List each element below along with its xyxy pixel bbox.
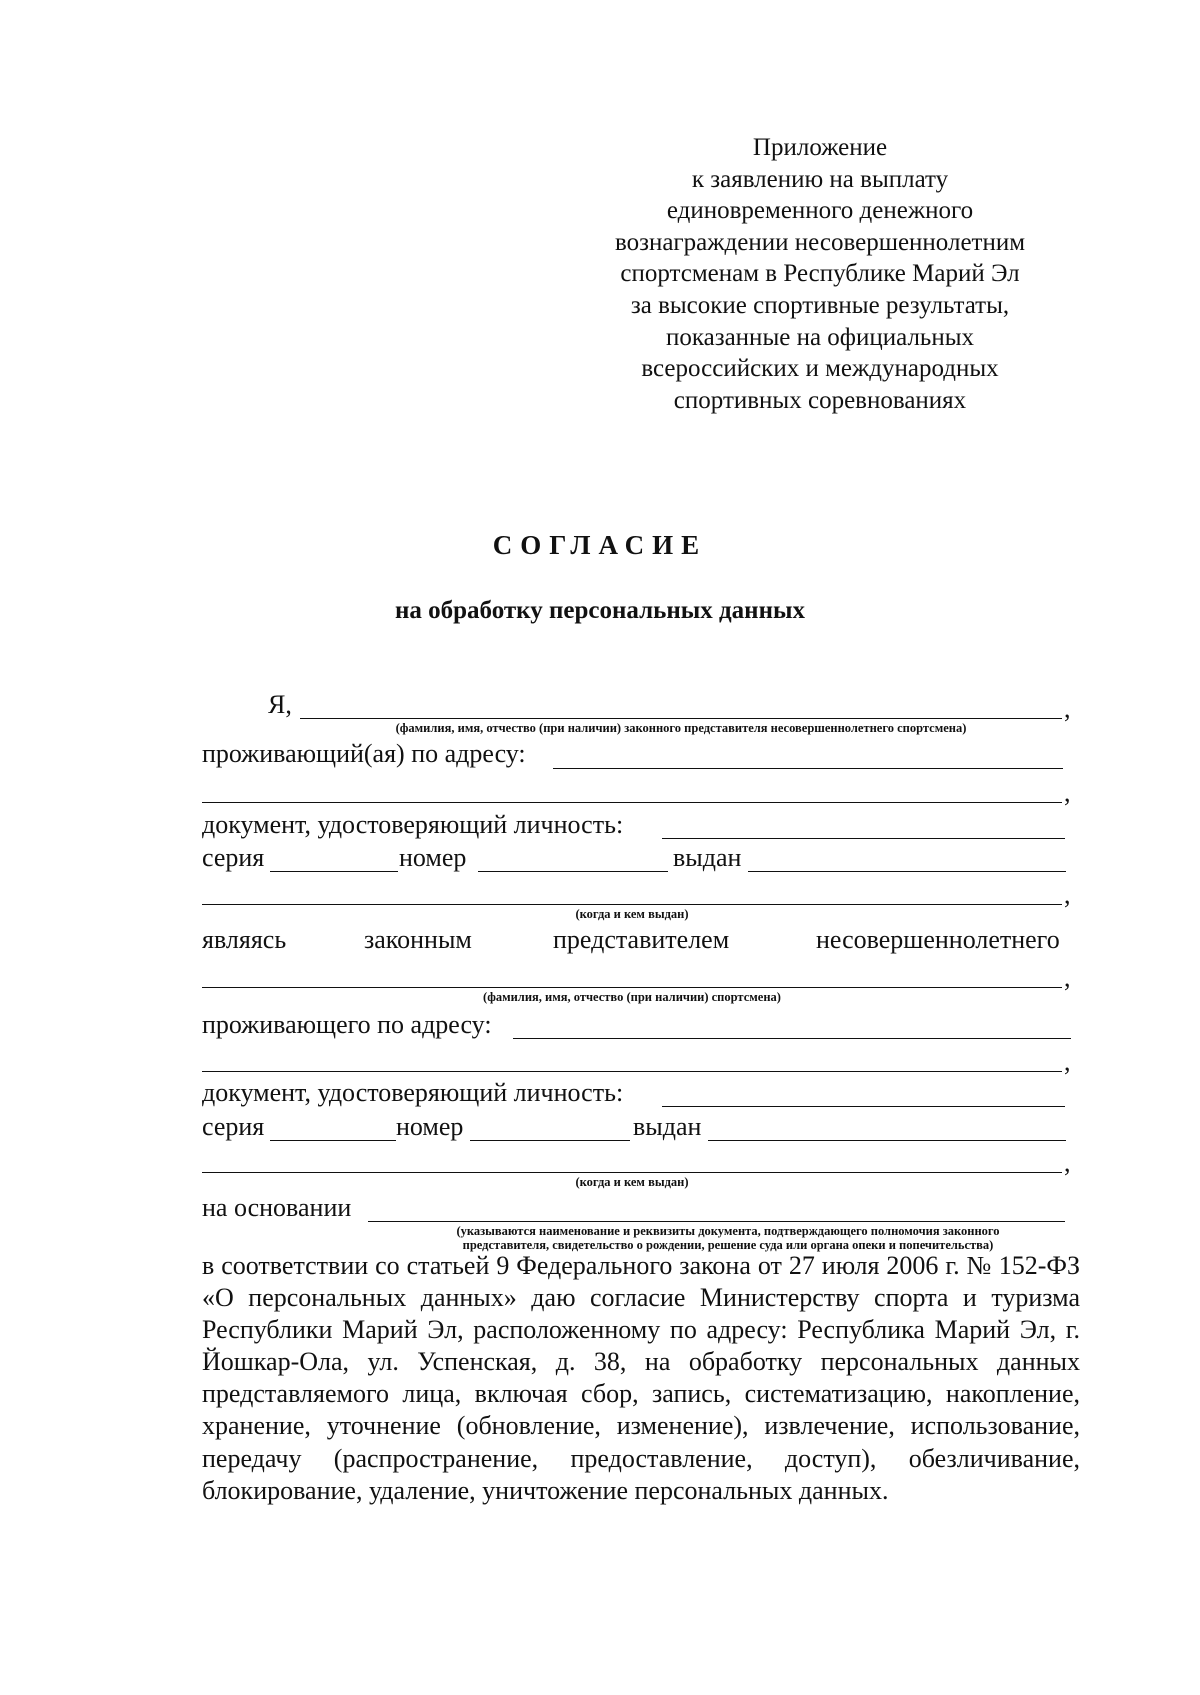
athlete-series-field[interactable] bbox=[270, 1140, 396, 1141]
athlete-issued-field[interactable] bbox=[708, 1140, 1066, 1141]
appendix-header bbox=[560, 132, 1080, 416]
hint-basis-line1: (указываются наименование и реквизиты документа, подтверждающего полномочия законного bbox=[456, 1224, 1000, 1238]
document-subtitle: на обработку персональных данных bbox=[395, 597, 805, 624]
appendix-line: спортивных соревнованиях bbox=[673, 386, 967, 414]
athlete-series-label: серия bbox=[202, 1112, 265, 1141]
residing-label: проживающий(ая) по адресу: bbox=[202, 739, 526, 768]
being-word: несовершеннолетнего bbox=[816, 925, 1060, 954]
ya-label: Я, bbox=[268, 690, 292, 719]
series-label: серия bbox=[202, 843, 265, 872]
hint-athlete-issued-by: (когда и кем выдан) bbox=[575, 1175, 689, 1189]
address-field-continued[interactable] bbox=[202, 802, 1062, 803]
athlete-id-document-label: документ, удостоверяющий личность: bbox=[202, 1078, 624, 1107]
hint-representative-name: (фамилия, имя, отчество (при наличии) законного представителя несовершеннолетнего спортсмена) bbox=[395, 721, 967, 735]
representative-name-field[interactable] bbox=[300, 718, 1062, 719]
athlete-address-field-continued[interactable] bbox=[202, 1071, 1062, 1072]
athlete-number-label: номер bbox=[396, 1112, 464, 1141]
athlete-number-field[interactable] bbox=[470, 1140, 630, 1141]
being-word: представителем bbox=[553, 925, 730, 954]
appendix-line: к заявлению на выплату bbox=[691, 165, 949, 193]
consent-paragraph: в соответствии со статьей 9 Федерального закона от 27 июля 2006 г. № 152-ФЗ «О персональных данных» даю согласие Министерству спорта и туризма Республики Марий Эл, расположенному по адресу: Республика Марий Эл, г. Йошкар-Ола, ул. Успенская, д. 38, на обработку персональных данных представляемого лица, включая сбор, запись, систематизацию, накопление, хранение, уточнение (обновление, изменение), извлечение, использование, передачу (распространение, предоставление, доступ), обезличивание, блокирование, удаление, уничтожение персональных данных. bbox=[202, 1251, 1080, 1505]
series-field[interactable] bbox=[270, 871, 398, 872]
comma: , bbox=[1064, 1047, 1071, 1076]
appendix-line: единовременного денежного bbox=[666, 197, 974, 225]
comma: , bbox=[1064, 963, 1071, 992]
appendix-line: вознаграждении несовершеннолетним bbox=[614, 228, 1026, 256]
appendix-line: всероссийских и международных bbox=[641, 355, 999, 383]
comma: , bbox=[1064, 778, 1071, 807]
appendix-line: Приложение bbox=[752, 134, 888, 161]
number-field[interactable] bbox=[478, 871, 668, 872]
issued-label: выдан bbox=[673, 843, 742, 872]
comma: , bbox=[1064, 694, 1071, 723]
comma: , bbox=[1064, 880, 1071, 909]
hint-basis-line2: представителя, свидетельство о рождении, решение суда или органа опеки и попечительства) bbox=[462, 1238, 994, 1252]
athlete-name-field[interactable] bbox=[202, 987, 1062, 988]
appendix-line: показанные на официальных bbox=[665, 323, 975, 351]
id-document-label: документ, удостоверяющий личность: bbox=[202, 810, 624, 839]
athlete-residing-label: проживающего по адресу: bbox=[202, 1010, 492, 1039]
issued-by-field[interactable] bbox=[202, 904, 1062, 905]
basis-label: на основании bbox=[202, 1193, 352, 1222]
appendix-line: за высокие спортивные результаты, bbox=[630, 291, 1010, 319]
hint-issued-by: (когда и кем выдан) bbox=[575, 907, 689, 921]
athlete-id-document-field[interactable] bbox=[662, 1106, 1065, 1107]
athlete-issued-by-field[interactable] bbox=[202, 1172, 1062, 1173]
address-field[interactable] bbox=[553, 768, 1063, 769]
hint-athlete-name: (фамилия, имя, отчество (при наличии) спортсмена) bbox=[483, 990, 781, 1004]
document-title: СОГЛАСИЕ bbox=[492, 530, 708, 560]
being-word: законным bbox=[364, 925, 472, 954]
appendix-line: спортсменам в Республике Марий Эл bbox=[620, 260, 1020, 288]
comma: , bbox=[1064, 1148, 1071, 1177]
id-document-field[interactable] bbox=[662, 838, 1065, 839]
athlete-issued-label: выдан bbox=[633, 1112, 702, 1141]
basis-field[interactable] bbox=[368, 1221, 1065, 1222]
athlete-address-field[interactable] bbox=[513, 1038, 1071, 1039]
issued-field[interactable] bbox=[748, 871, 1066, 872]
being-word: являясь bbox=[202, 925, 287, 954]
number-label: номер bbox=[399, 843, 467, 872]
